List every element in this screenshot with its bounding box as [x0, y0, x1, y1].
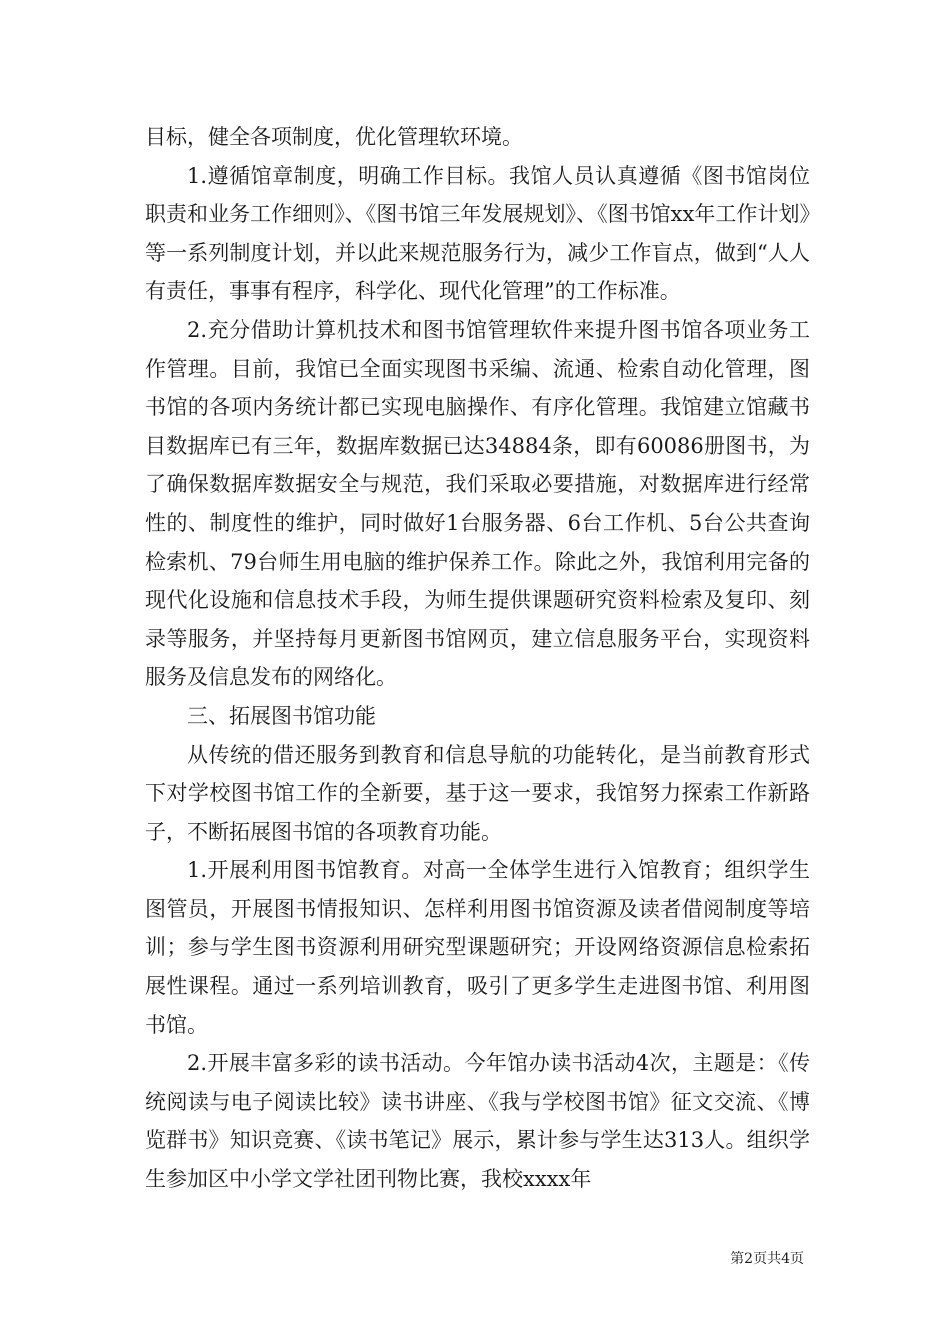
paragraph-computer-management: 2.充分借助计算机技术和图书馆管理软件来提升图书馆各项业务工作管理。目前，我馆已全面实现图书采编、流通、检索自动化管理，图书馆的各项内务统计都已实现电脑操作、有序化管理。我馆建立馆藏书目数据库已有三年，数据库数据已达34884条，即有60086册图书，为了确保数据库数据安全与规范，我们采取必要措施，对数据库进行经常性的、制度性的维护，同时做好1台服务器、6台工作机、5台公共查询检索机、79台师生用电脑的维护保养工作。除此之外，我馆利用完备的现代化设施和信息技术手段，为师生提供课题研究资料检索及复印、刻录等服务，并坚持每月更新图书馆网页，建立信息服务平台，实现资料服务及信息发布的网络化。 [145, 317, 810, 690]
paragraph-reading-activities: 2.开展丰富多彩的读书活动。今年馆办读书活动4次，主题是：《传统阅读与电子阅读比较》读书讲座、《我与学校图书馆》征文交流、《博览群书》知识竞赛、《读书笔记》展示，累计参与学生达313人。组织学生参加区中小学文学社团刊物比赛，我校xxxx年 [145, 1051, 810, 1192]
paragraph-continuation: 目标，健全各项制度，优化管理软环境。 [145, 125, 523, 149]
paragraph-rules-goals: 1.遵循馆章制度，明确工作目标。我馆人员认真遵循《图书馆岗位职责和业务工作细则》、《图书馆三年发展规划》、《图书馆xx年工作计划》等一系列制度计划，并以此来规范服务行为，减少工作盲点，做到“人人有责任，事事有程序，科学化、现代化管理”的工作标准。 [145, 163, 810, 304]
page-number-footer: 第2页共4页 [730, 1251, 804, 1267]
section-heading-expand-functions: 三、拓展图书馆功能 [187, 703, 376, 728]
paragraph-function-transformation: 从传统的借还服务到教育和信息导航的功能转化，是当前教育形式下对学校图书馆工作的全新要，基于这一要求，我馆努力探索工作新路子，不断拓展图书馆的各项教育功能。 [145, 742, 810, 844]
paragraph-library-education: 1.开展利用图书馆教育。对高一全体学生进行入馆教育；组织学生图管员，开展图书情报知识、怎样利用图书馆资源及读者借阅制度等培训；参与学生图书资源利用研究型课题研究；开设网络资源信息检索拓展性课程。通过一系列培训教育，吸引了更多学生走进图书馆、利用图书馆。 [145, 858, 810, 1037]
document-body [145, 118, 810, 1199]
